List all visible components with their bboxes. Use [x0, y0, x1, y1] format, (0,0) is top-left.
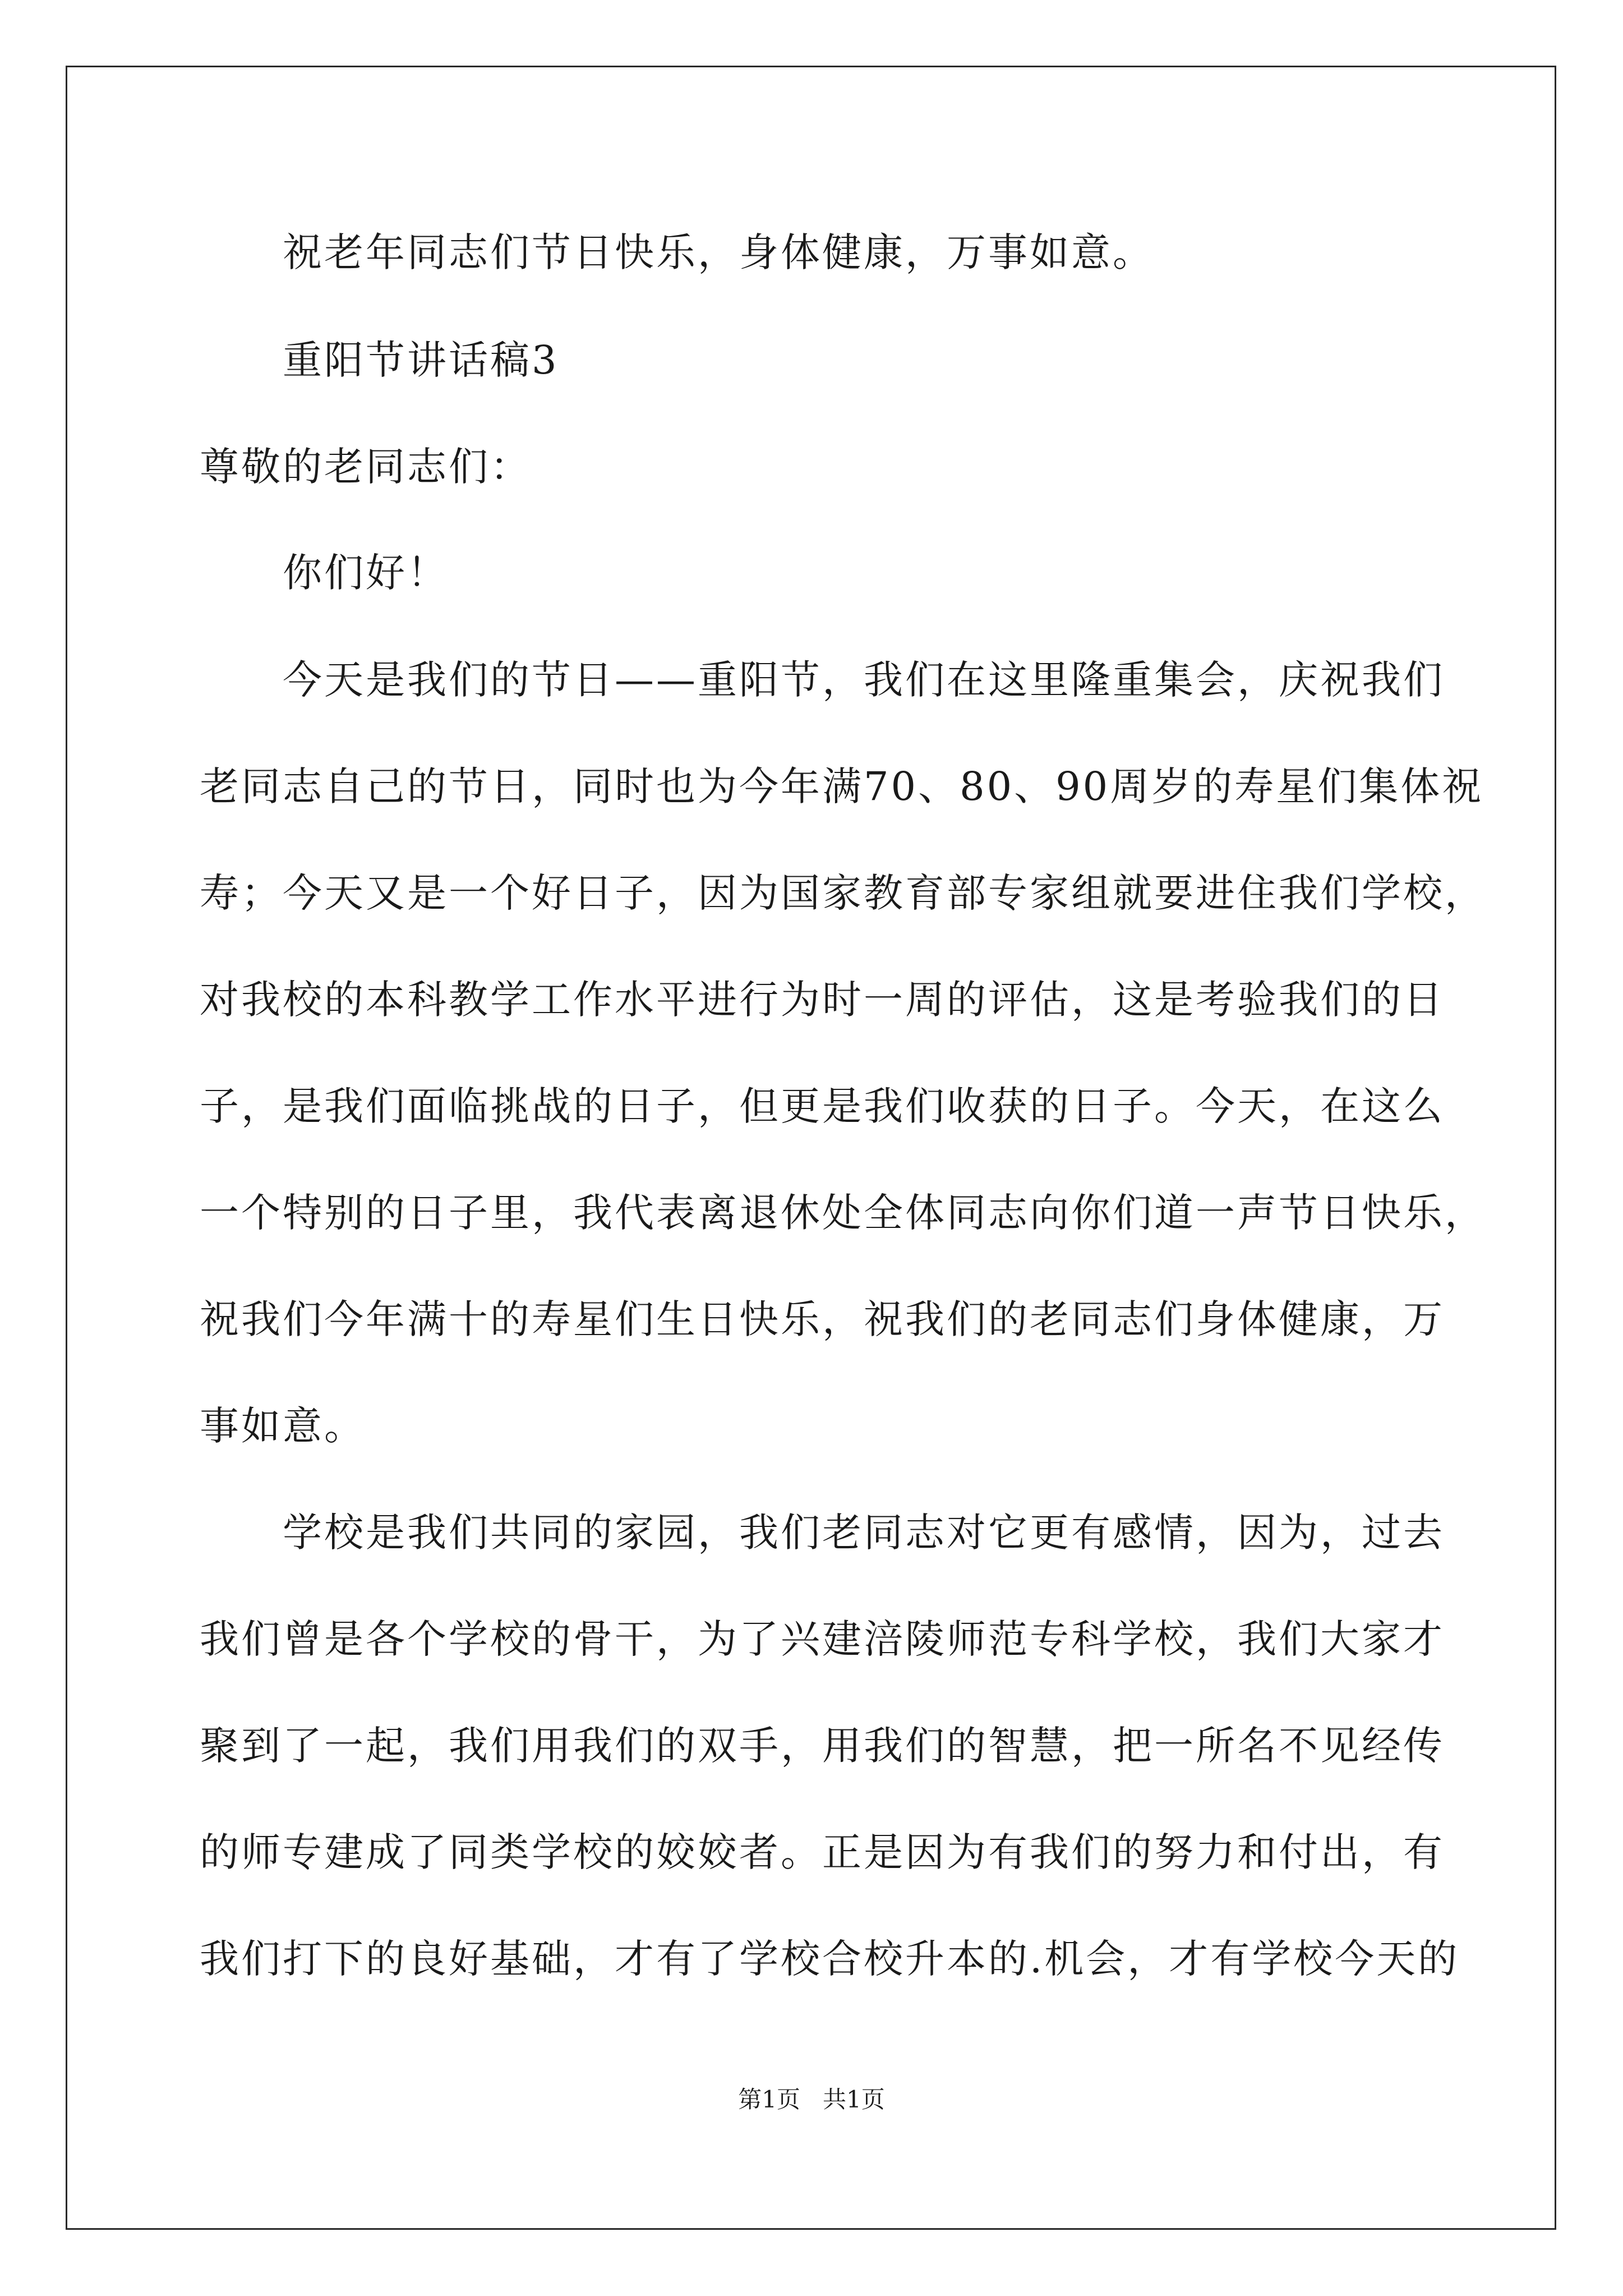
greeting: 你们好！ [283, 550, 449, 596]
paragraph-line: 事如意。 [200, 1403, 366, 1449]
paragraph-line: 学校是我们共同的家园，我们老同志对它更有感情，因为，过去 [283, 1510, 1445, 1556]
paragraph-line: 对我校的本科教学工作水平进行为时一周的评估，这是考验我们的日 [200, 977, 1445, 1023]
paragraph-line: 的师专建成了同类学校的姣姣者。正是因为有我们的努力和付出，有 [200, 1829, 1445, 1875]
paragraph-line: 老同志自己的节日，同时也为今年满70、80、90周岁的寿星们集体祝 [200, 763, 1484, 809]
closing-wish-line: 祝老年同志们节日快乐，身体健康，万事如意。 [283, 229, 1154, 275]
page-border [66, 66, 1556, 2230]
paragraph-line: 今天是我们的节日——重阳节，我们在这里隆重集会，庆祝我们 [283, 657, 1445, 703]
paragraph-line: 祝我们今年满十的寿星们生日快乐，祝我们的老同志们身体健康，万 [200, 1296, 1445, 1342]
paragraph-line: 子，是我们面临挑战的日子，但更是我们收获的日子。今天，在这么 [200, 1083, 1445, 1129]
paragraph-line: 我们打下的良好基础，才有了学校合校升本的.机会，才有学校今天的 [200, 1936, 1460, 1982]
paragraph-line: 寿；今天又是一个好日子，因为国家教育部专家组就要进住我们学校， [200, 870, 1486, 916]
paragraph-line: 一个特别的日子里，我代表离退休处全体同志向你们道一声节日快乐， [200, 1190, 1486, 1236]
paragraph-line: 聚到了一起，我们用我们的双手，用我们的智慧，把一所名不见经传 [200, 1723, 1445, 1769]
salutation: 尊敬的老同志们： [200, 444, 532, 490]
page-footer: 第1页 共1页 [738, 2086, 885, 2113]
paragraph-line: 我们曾是各个学校的骨干，为了兴建涪陵师范专科学校，我们大家才 [200, 1616, 1445, 1662]
section-title: 重阳节讲话稿3 [283, 337, 559, 383]
